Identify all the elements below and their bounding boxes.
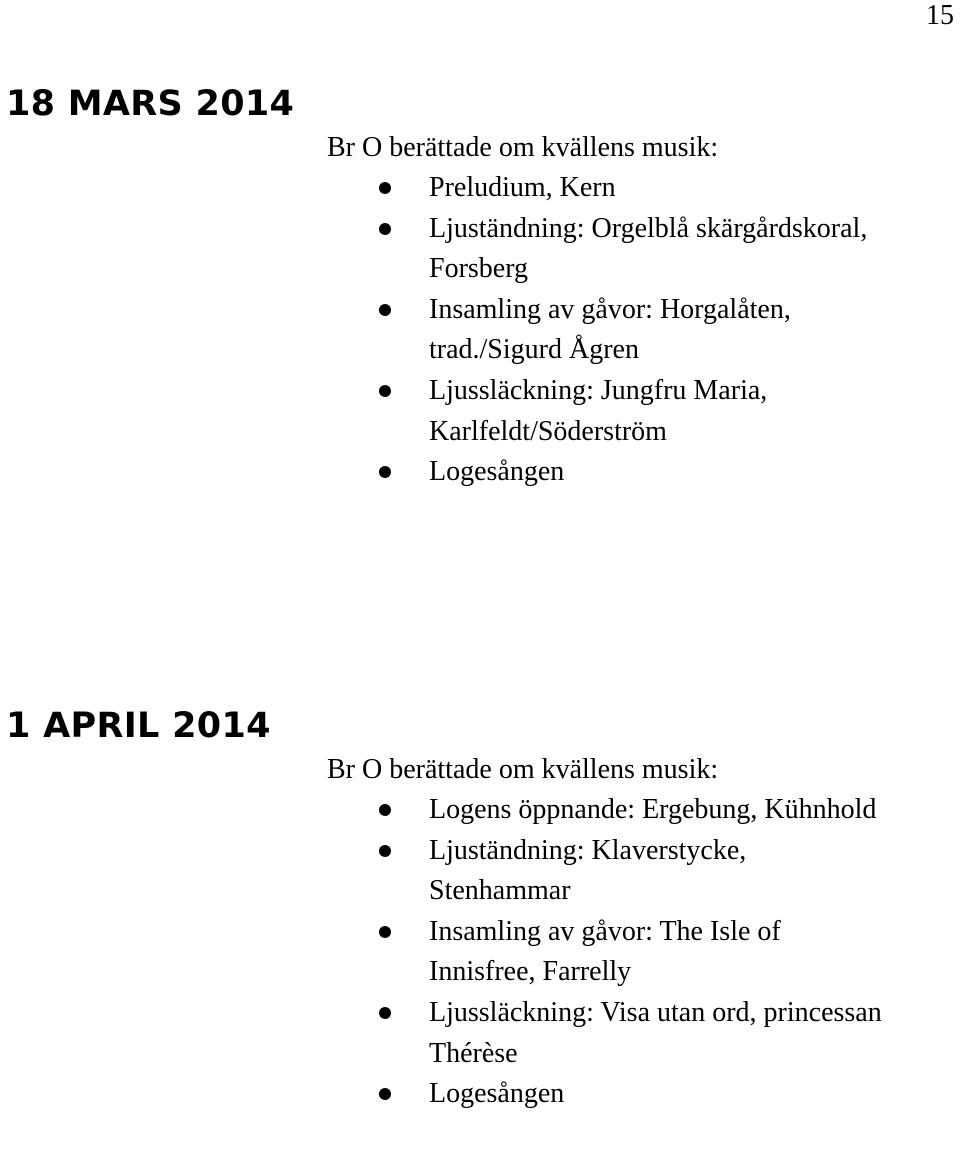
list-item-text: Logesången	[429, 1078, 565, 1110]
list-item-text: Insamling av gåvor: Horgalåten, trad./Sigurd Ågren	[429, 293, 791, 366]
list-item-text: Preludium, Kern	[429, 172, 616, 203]
music-list	[0, 790, 960, 1115]
music-list	[0, 168, 960, 493]
list-item-text: Insamling av gåvor: The Isle of Innisfree, Farrelly	[429, 915, 781, 988]
page-number: 15	[926, 0, 954, 31]
bullet-icon	[379, 926, 391, 938]
section-heading: 18 MARS 2014	[6, 84, 295, 124]
section-18-mars	[0, 82, 960, 493]
list-item	[429, 993, 889, 1074]
list-item-text: Ljussläckning: Visa utan ord, princessan Thérèse	[429, 996, 882, 1069]
section-intro: Br O berättade om kvällens musik:	[327, 132, 719, 163]
section-1-april	[0, 704, 960, 1115]
list-item	[429, 290, 889, 371]
list-item-text: Ljussläckning: Jungfru Maria, Karlfeldt/Söderström	[429, 374, 768, 447]
list-item-text: Ljuständning: Klaverstycke, Stenhammar	[429, 834, 747, 907]
list-item-text: Logesången	[429, 456, 565, 488]
list-item	[429, 790, 889, 831]
list-item	[429, 912, 889, 993]
list-item	[429, 168, 889, 209]
bullet-icon	[379, 804, 391, 816]
section-intro: Br O berättade om kvällens musik:	[327, 754, 719, 785]
list-item	[429, 1074, 889, 1115]
list-item	[429, 831, 889, 912]
list-item-text: Ljuständning: Orgelblå skärgårdskoral, Forsberg	[429, 212, 868, 285]
list-item	[429, 371, 889, 452]
bullet-icon	[379, 304, 391, 316]
list-item	[429, 452, 889, 493]
section-heading: 1 APRIL 2014	[6, 706, 271, 746]
bullet-icon	[379, 845, 391, 857]
bullet-icon	[379, 385, 391, 397]
list-item-text: Logens öppnande: Ergebung, Kühnhold	[429, 794, 877, 825]
bullet-icon	[379, 1088, 391, 1100]
bullet-icon	[379, 466, 391, 478]
list-item	[429, 209, 889, 290]
bullet-icon	[379, 223, 391, 235]
bullet-icon	[379, 182, 391, 194]
bullet-icon	[379, 1007, 391, 1019]
